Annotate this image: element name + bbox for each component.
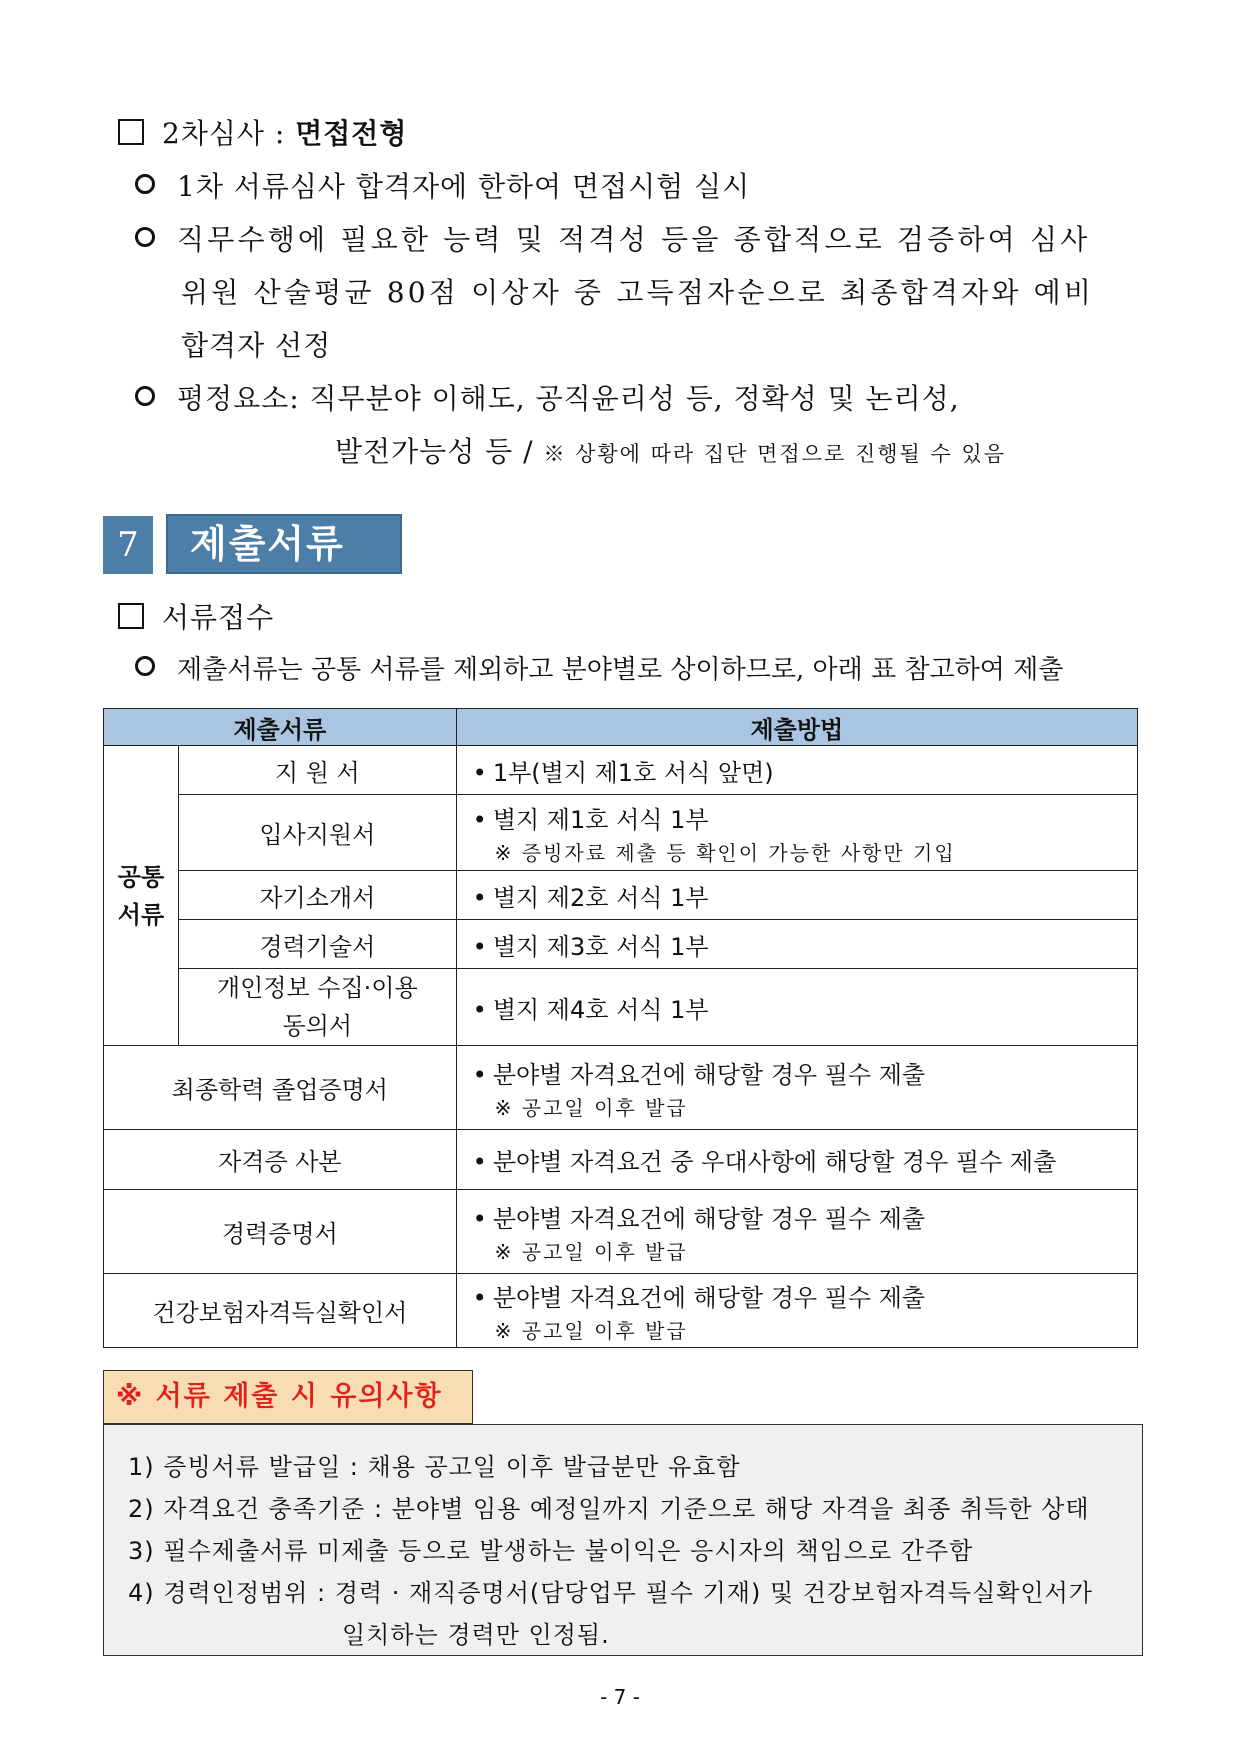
notice-item: 2) 자격요건 충족기준 : 분야별 임용 예정일까지 기준으로 해당 자격을 최종 취득한 상태 — [128, 1495, 1090, 1523]
common-docs-label: 공통 서류 — [104, 746, 179, 1046]
table-row — [104, 920, 1138, 969]
doc-method: • 별지 제3호 서식 1부 — [456, 920, 1137, 969]
section-number: 7 — [103, 516, 153, 574]
doc-name: 최종학력 졸업증명서 — [104, 1046, 457, 1130]
table-row — [104, 1130, 1138, 1190]
notice-item: 4) 경력인정범위 : 경력 · 재직증명서(담당업무 필수 기재) 및 건강보험자격득실확인서가 — [128, 1579, 1093, 1607]
interview-note: ※ 상황에 따라 집단 면접으로 진행될 수 있음 — [543, 442, 1007, 466]
table-header-row — [104, 709, 1138, 746]
receipt-heading: 서류접수 — [118, 596, 274, 636]
doc-name: 자기소개서 — [178, 871, 456, 920]
notice-box — [103, 1424, 1143, 1656]
checkbox-square-icon — [118, 119, 144, 145]
circle-bullet-icon — [135, 656, 155, 676]
doc-method: • 1부(별지 제1호 서식 앞면) — [456, 746, 1137, 795]
documents-table — [103, 708, 1138, 1348]
doc-name: 입사지원서 — [178, 795, 456, 871]
table-row — [104, 746, 1138, 795]
table-row — [104, 795, 1138, 871]
section-title: 제출서류 — [166, 514, 402, 574]
doc-name: 경력기술서 — [178, 920, 456, 969]
interview-bullet-2: 직무수행에 필요한 능력 및 적격성 등을 종합적으로 검증하여 심사 — [135, 218, 1091, 258]
page-number: - 7 - — [600, 1685, 640, 1709]
table-row — [104, 969, 1138, 1046]
header-method: 제출방법 — [456, 709, 1137, 746]
doc-name: 개인정보 수집·이용 동의서 — [178, 969, 456, 1046]
receipt-bullet: 제출서류는 공통 서류를 제외하고 분야별로 상이하므로, 아래 표 참고하여 제출 — [135, 649, 1063, 686]
header-documents: 제출서류 — [104, 709, 457, 746]
notice-item: 3) 필수제출서류 미제출 등으로 발생하는 불이익은 응시자의 책임으로 간주함 — [128, 1537, 974, 1565]
table-row — [104, 1190, 1138, 1274]
interview-bullet-3: 평정요소: 직무분야 이해도, 공직윤리성 등, 정확성 및 논리성, — [135, 377, 960, 417]
doc-note: ※ 공고일 이후 발급 — [494, 1318, 688, 1343]
table-row — [104, 871, 1138, 920]
interview-bullet-1: 1차 서류심사 합격자에 한하여 면접시험 실시 — [135, 165, 750, 205]
interview-heading-bold: 면접전형 — [295, 117, 408, 150]
doc-name: 지 원 서 — [178, 746, 456, 795]
doc-note: ※ 공고일 이후 발급 — [494, 1239, 688, 1264]
interview-bullet-3-cont: 발전가능성 등 / ※ 상황에 따라 집단 면접으로 진행될 수 있음 — [335, 435, 1007, 468]
doc-method: • 분야별 자격요건 중 우대사항에 해당할 경우 필수 제출 — [456, 1130, 1137, 1190]
doc-note: ※ 증빙자료 제출 등 확인이 가능한 사항만 기입 — [494, 840, 956, 865]
doc-method: • 분야별 자격요건에 해당할 경우 필수 제출 ※ 공고일 이후 발급 — [456, 1046, 1137, 1130]
table-row — [104, 1274, 1138, 1348]
doc-method: • 별지 제2호 서식 1부 — [456, 871, 1137, 920]
doc-name: 건강보험자격득실확인서 — [104, 1274, 457, 1348]
interview-bullet-2-cont-1: 위원 산술평균 80점 이상자 중 고득점자순으로 최종합격자와 예비 — [181, 276, 1095, 309]
interview-bullet-2-cont-2: 합격자 선정 — [181, 329, 332, 362]
doc-method: • 별지 제1호 서식 1부 ※ 증빙자료 제출 등 확인이 가능한 사항만 기입 — [456, 795, 1137, 871]
circle-bullet-icon — [135, 227, 155, 247]
notice-title: ※ 서류 제출 시 유의사항 — [103, 1370, 473, 1424]
notice-item-cont: 일치하는 경력만 인정됨. — [342, 1621, 610, 1649]
circle-bullet-icon — [135, 386, 155, 406]
notice-item: 1) 증빙서류 발급일 : 채용 공고일 이후 발급분만 유효함 — [128, 1453, 741, 1481]
doc-method: • 분야별 자격요건에 해당할 경우 필수 제출 ※ 공고일 이후 발급 — [456, 1190, 1137, 1274]
doc-name: 경력증명서 — [104, 1190, 457, 1274]
doc-note: ※ 공고일 이후 발급 — [494, 1095, 688, 1120]
table-row — [104, 1046, 1138, 1130]
doc-name: 자격증 사본 — [104, 1130, 457, 1190]
circle-bullet-icon — [135, 174, 155, 194]
doc-method: • 별지 제4호 서식 1부 — [456, 969, 1137, 1046]
interview-heading: 2차심사 : 면접전형 — [118, 112, 407, 152]
doc-method: • 분야별 자격요건에 해당할 경우 필수 제출 ※ 공고일 이후 발급 — [456, 1274, 1137, 1348]
checkbox-square-icon — [118, 603, 144, 629]
